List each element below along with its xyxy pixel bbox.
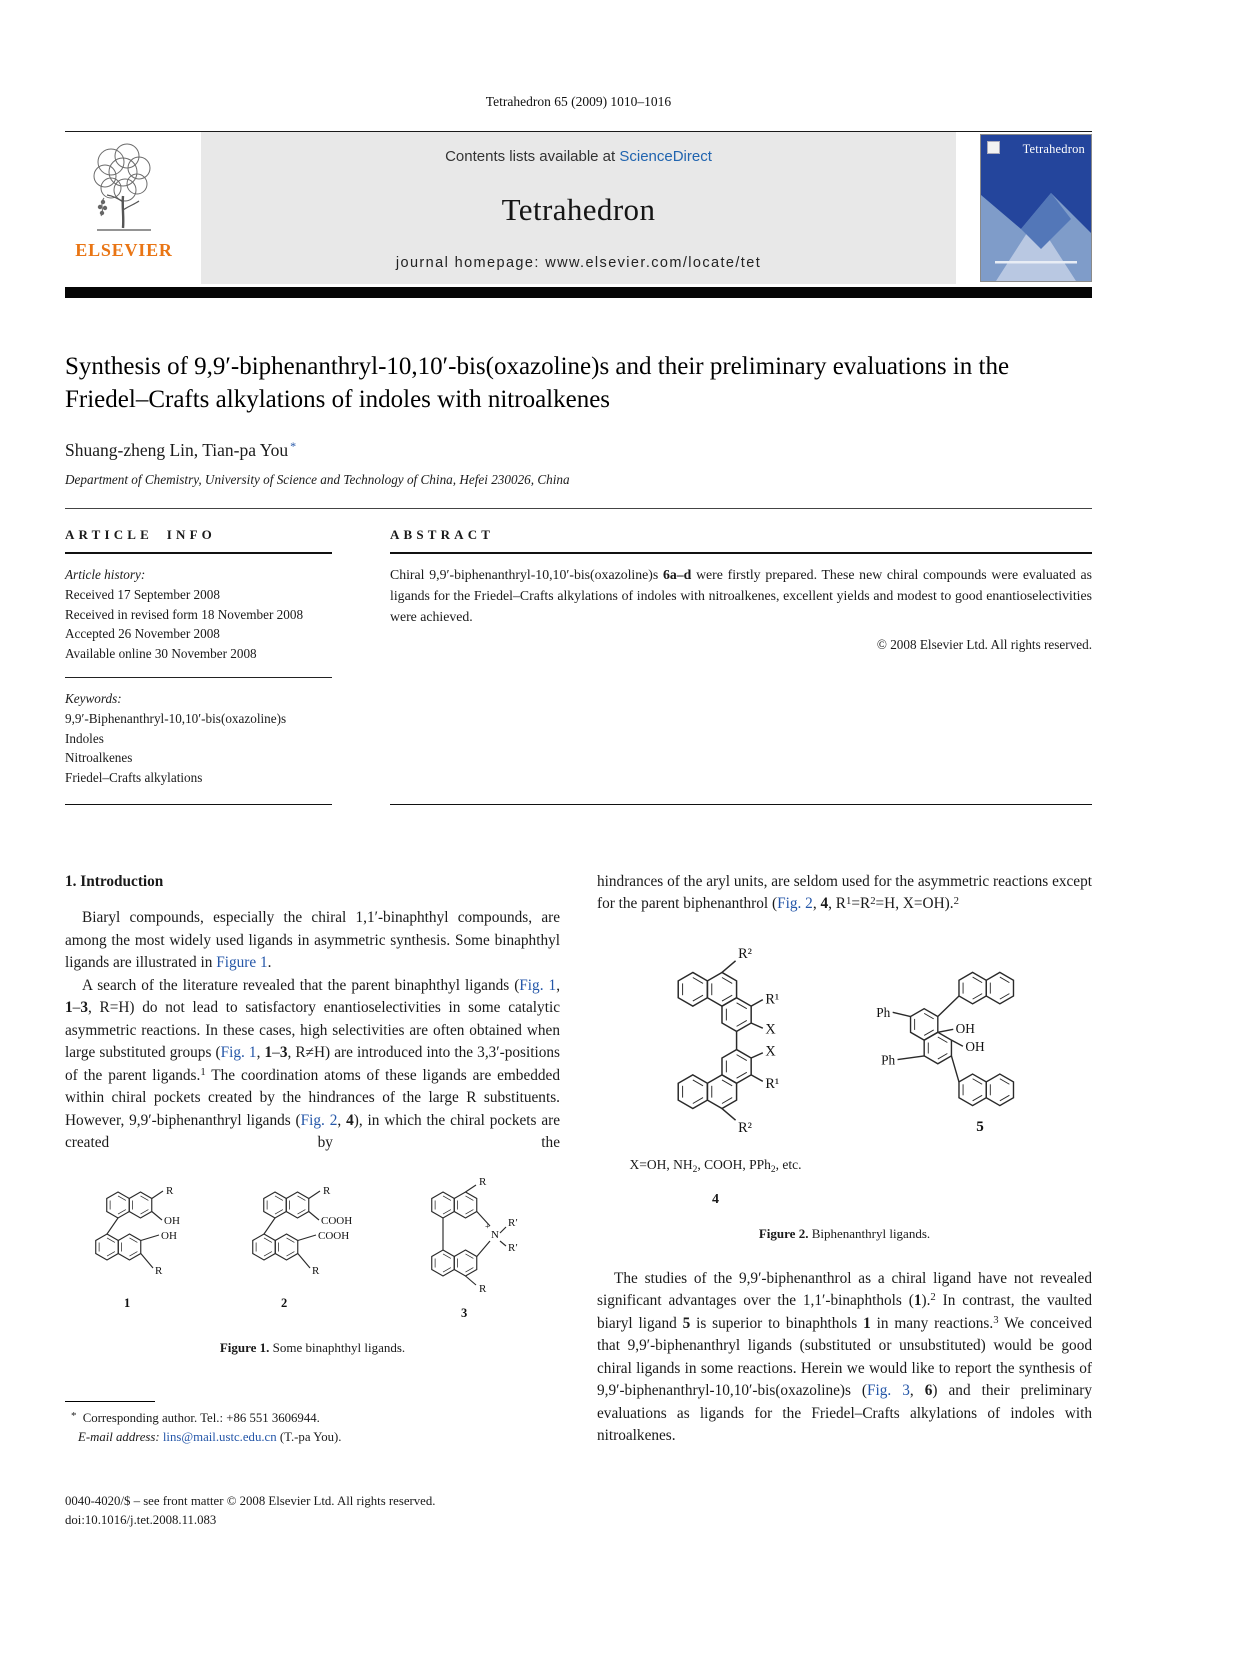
text-link[interactable]: Fig. 2 — [777, 895, 813, 913]
charge-label: + — [484, 1220, 490, 1231]
rule — [65, 552, 332, 554]
paragraph: hindrances of the aryl units, are seldom used for the asymmetric reactions except for the parent biphenanthrol (Fig. 2, 4, $R^1=R^2=H$, X=OH).$^2$ — [597, 872, 1092, 913]
compound-number: 3 — [460, 1305, 467, 1320]
article-info-column — [65, 527, 332, 805]
substituent-label: Ph — [881, 1052, 896, 1068]
substituent-label: COOH — [320, 1214, 352, 1227]
elsevier-wordmark: ELSEVIER — [75, 240, 173, 260]
structure-4-block — [628, 940, 803, 1212]
substituent-label: R — [322, 1184, 330, 1197]
paragraph: Biaryl compounds, especially the chiral 1,1′-binaphthyl compounds, are among the most widely used ligands in asymmetric synthesis. Some binaphthyl ligands are illustrated in Figure 1. — [65, 909, 560, 972]
contents-line — [445, 148, 712, 165]
text-link[interactable]: Fig. 3 — [867, 1382, 910, 1400]
history-item: Received 17 September 2008 — [65, 586, 220, 602]
running-head-citation: Tetrahedron 65 (2009) 1010–1016 — [485, 94, 672, 109]
section-1-heading: 1. Introduction — [65, 872, 164, 890]
compound-number: 5 — [976, 1118, 984, 1135]
right-column — [597, 871, 1092, 1531]
substituent-label: Ph — [876, 1005, 891, 1021]
left-column — [65, 871, 560, 1531]
rule — [65, 677, 332, 678]
substituent-label: R — [311, 1264, 319, 1277]
article-info-heading: ARTICLE INFO — [65, 527, 216, 542]
substituent-label: COOH — [317, 1229, 349, 1242]
keyword-item: Friedel–Crafts alkylations — [65, 770, 203, 786]
keyword-item: 9,9′-Biphenanthryl-10,10′-bis(oxazoline)s — [65, 710, 287, 726]
figure-2 — [597, 940, 1092, 1244]
substituent-label: R′ — [507, 1216, 518, 1229]
footnote — [65, 1401, 560, 1447]
rule — [390, 552, 1092, 554]
sciencedirect-link[interactable]: ScienceDirect — [619, 148, 712, 165]
elsevier-logo[interactable] — [65, 132, 183, 284]
text-link[interactable]: lins@mail.ustc.edu.cn — [162, 1430, 277, 1445]
abstract-copyright: © 2008 Elsevier Ltd. All rights reserved. — [876, 636, 1092, 652]
cover-title: Tetrahedron — [1022, 142, 1085, 156]
substituent-label: R′ — [507, 1241, 518, 1254]
history-item: Available online 30 November 2008 — [65, 646, 257, 662]
paragraph: A search of the literature revealed that the parent binaphthyl ligands (Fig. 1, 1–3, R=H) do not lead to satisfactory enantioselectivities in some catalytic asymmetric reactions. In these cases, high selectivities are often obtained when large substituted groups (Fig. 1, 1–3, R≠H) are introduced into the 3,3′-positions of the parent ligands.$^1$ The coordination atoms of these ligands are embedded within chiral pockets created by the hindrances of the large R substituents. However, 9,9′-biphenanthryl ligands (Fig. 2, 4), in which the chiral pockets are created by the — [65, 976, 561, 1152]
affiliation: Department of Chemistry, University of Science and Technology of China, Hefei 230026, China — [65, 472, 570, 487]
keyword-item: Nitroalkenes — [65, 750, 133, 766]
header-bar — [65, 287, 1092, 298]
structure-5-block — [837, 954, 1061, 1144]
journal-banner — [201, 132, 956, 284]
journal-cover-thumbnail[interactable] — [980, 134, 1092, 282]
figure-1-caption: Figure 1. Some binaphthyl ligands. — [219, 1339, 406, 1355]
compound-number: 1 — [123, 1295, 130, 1310]
substituent-label: OH — [965, 1039, 985, 1055]
figure-1 — [65, 1175, 560, 1357]
substituent-label: R — [165, 1184, 173, 1197]
footnote-line: * Corresponding author. Tel.: +86 551 3606944. — [71, 1410, 320, 1426]
imprint — [65, 1492, 560, 1532]
structure-1-binol — [71, 1175, 221, 1323]
doi-line: doi:10.1016/j.tet.2008.11.083 — [65, 1513, 217, 1528]
divider — [65, 508, 1092, 509]
substituent-label: X — [765, 1021, 776, 1038]
authors-line — [65, 440, 1092, 461]
text-link[interactable]: Fig. 1 — [519, 976, 557, 994]
article-body — [65, 871, 1092, 1531]
substituent-label: R — [478, 1282, 486, 1295]
history-item: Accepted 26 November 2008 — [65, 626, 220, 642]
nitrogen-label: N — [490, 1228, 499, 1241]
history-label: Article history: — [65, 567, 146, 582]
cover-logo-square — [987, 141, 1000, 154]
article-title: Synthesis of 9,9′-biphenanthryl-10,10′-bis(oxazoline)s and their preliminary evaluations in the Friedel–Crafts alkylations of indoles with nitroalkenes — [65, 353, 1010, 413]
structure-4-biphenanthryl — [628, 940, 803, 1141]
substituent-label: OH — [955, 1020, 975, 1036]
substituent-label: R² — [738, 946, 752, 963]
info-abstract-section — [65, 527, 1092, 805]
substituent-label: X — [765, 1043, 776, 1060]
structure-2-binaphthyl-diacid — [231, 1175, 393, 1323]
journal-name: Tetrahedron — [501, 192, 656, 227]
history-item: Received in revised form 18 November 2008 — [65, 606, 304, 622]
article-history — [65, 565, 332, 664]
substituent-label: R — [154, 1264, 162, 1277]
keywords-label: Keywords: — [65, 690, 122, 706]
substituent-label: R — [478, 1175, 486, 1188]
elsevier-tree-icon — [78, 138, 170, 238]
masthead — [65, 132, 1092, 284]
compound-number: 4 — [712, 1191, 719, 1207]
abstract-column — [390, 527, 1092, 805]
substituent-label: R¹ — [765, 1075, 780, 1092]
figure-2-caption: Figure 2. Biphenanthryl ligands. — [758, 1226, 931, 1242]
footnote-email-line: E-mail address: lins@mail.ustc.edu.cn (T.-pa You). — [78, 1430, 342, 1445]
keyword-item: Indoles — [65, 730, 104, 746]
issn-line: 0040-4020/$ – see front matter © 2008 Elsevier Ltd. All rights reserved. — [65, 1493, 436, 1508]
substituent-label: R¹ — [765, 991, 780, 1008]
journal-homepage-link[interactable]: journal homepage: www.elsevier.com/locate/tet — [395, 255, 762, 271]
substituent-label: OH — [160, 1229, 177, 1242]
structure-3-azepinium — [403, 1175, 555, 1325]
substituent-label: OH — [163, 1214, 180, 1227]
author-names: Shuang-zheng Lin, Tian-pa You — [65, 440, 289, 460]
abstract-heading: ABSTRACT — [390, 527, 495, 542]
contents-prefix: Contents lists available at — [445, 148, 620, 165]
abstract-text: Chiral 9,9′-biphenanthryl-10,10′-bis(oxazoline)s 6a–d were firstly prepared. These new chiral compounds were evaluated as ligands for the Friedel–Crafts alkylations of indoles with nitroalkenes, excellent yields and modest to good enantioselectivities were achieved. — [390, 567, 1092, 624]
structure-5-vaulted-biaryl — [837, 954, 1061, 1136]
corresponding-author-star[interactable]: * — [290, 439, 297, 453]
footnote-rule — [65, 1401, 155, 1402]
keywords-block — [65, 689, 332, 788]
compound-number: 2 — [280, 1295, 287, 1310]
paragraph: The studies of the 9,9′-biphenanthrol as a chiral ligand have not revealed significant advantages over the 1,1′-binaphthols (1).$^2$ In contrast, the vaulted biaryl ligand 5 is superior to binaphthols 1 in many reactions.$^3$ We conceived that 9,9′-biphenanthryl ligands (substituted or unsubstituted) would be good chiral ligands in some reactions. Herein we would like to report the synthesis of 9,9′-biphenanthryl-10,10′-bis(oxazoline)s (Fig. 3, 6) and their preliminary evaluations as ligands for the Friedel–Crafts alkylations of indoles with nitroalkenes. — [597, 1269, 1093, 1445]
text-link[interactable]: Fig. 2 — [300, 1111, 338, 1129]
text-link[interactable]: Fig. 1 — [220, 1044, 257, 1062]
text-link[interactable]: Figure 1 — [216, 954, 268, 972]
x-definition-line: X=OH, $NH_2$, COOH, PPh$_2$, etc. — [629, 1157, 802, 1175]
figure-2-structures — [597, 940, 1092, 1212]
substituent-label: R² — [738, 1119, 752, 1136]
figure-1-structures — [65, 1175, 560, 1325]
